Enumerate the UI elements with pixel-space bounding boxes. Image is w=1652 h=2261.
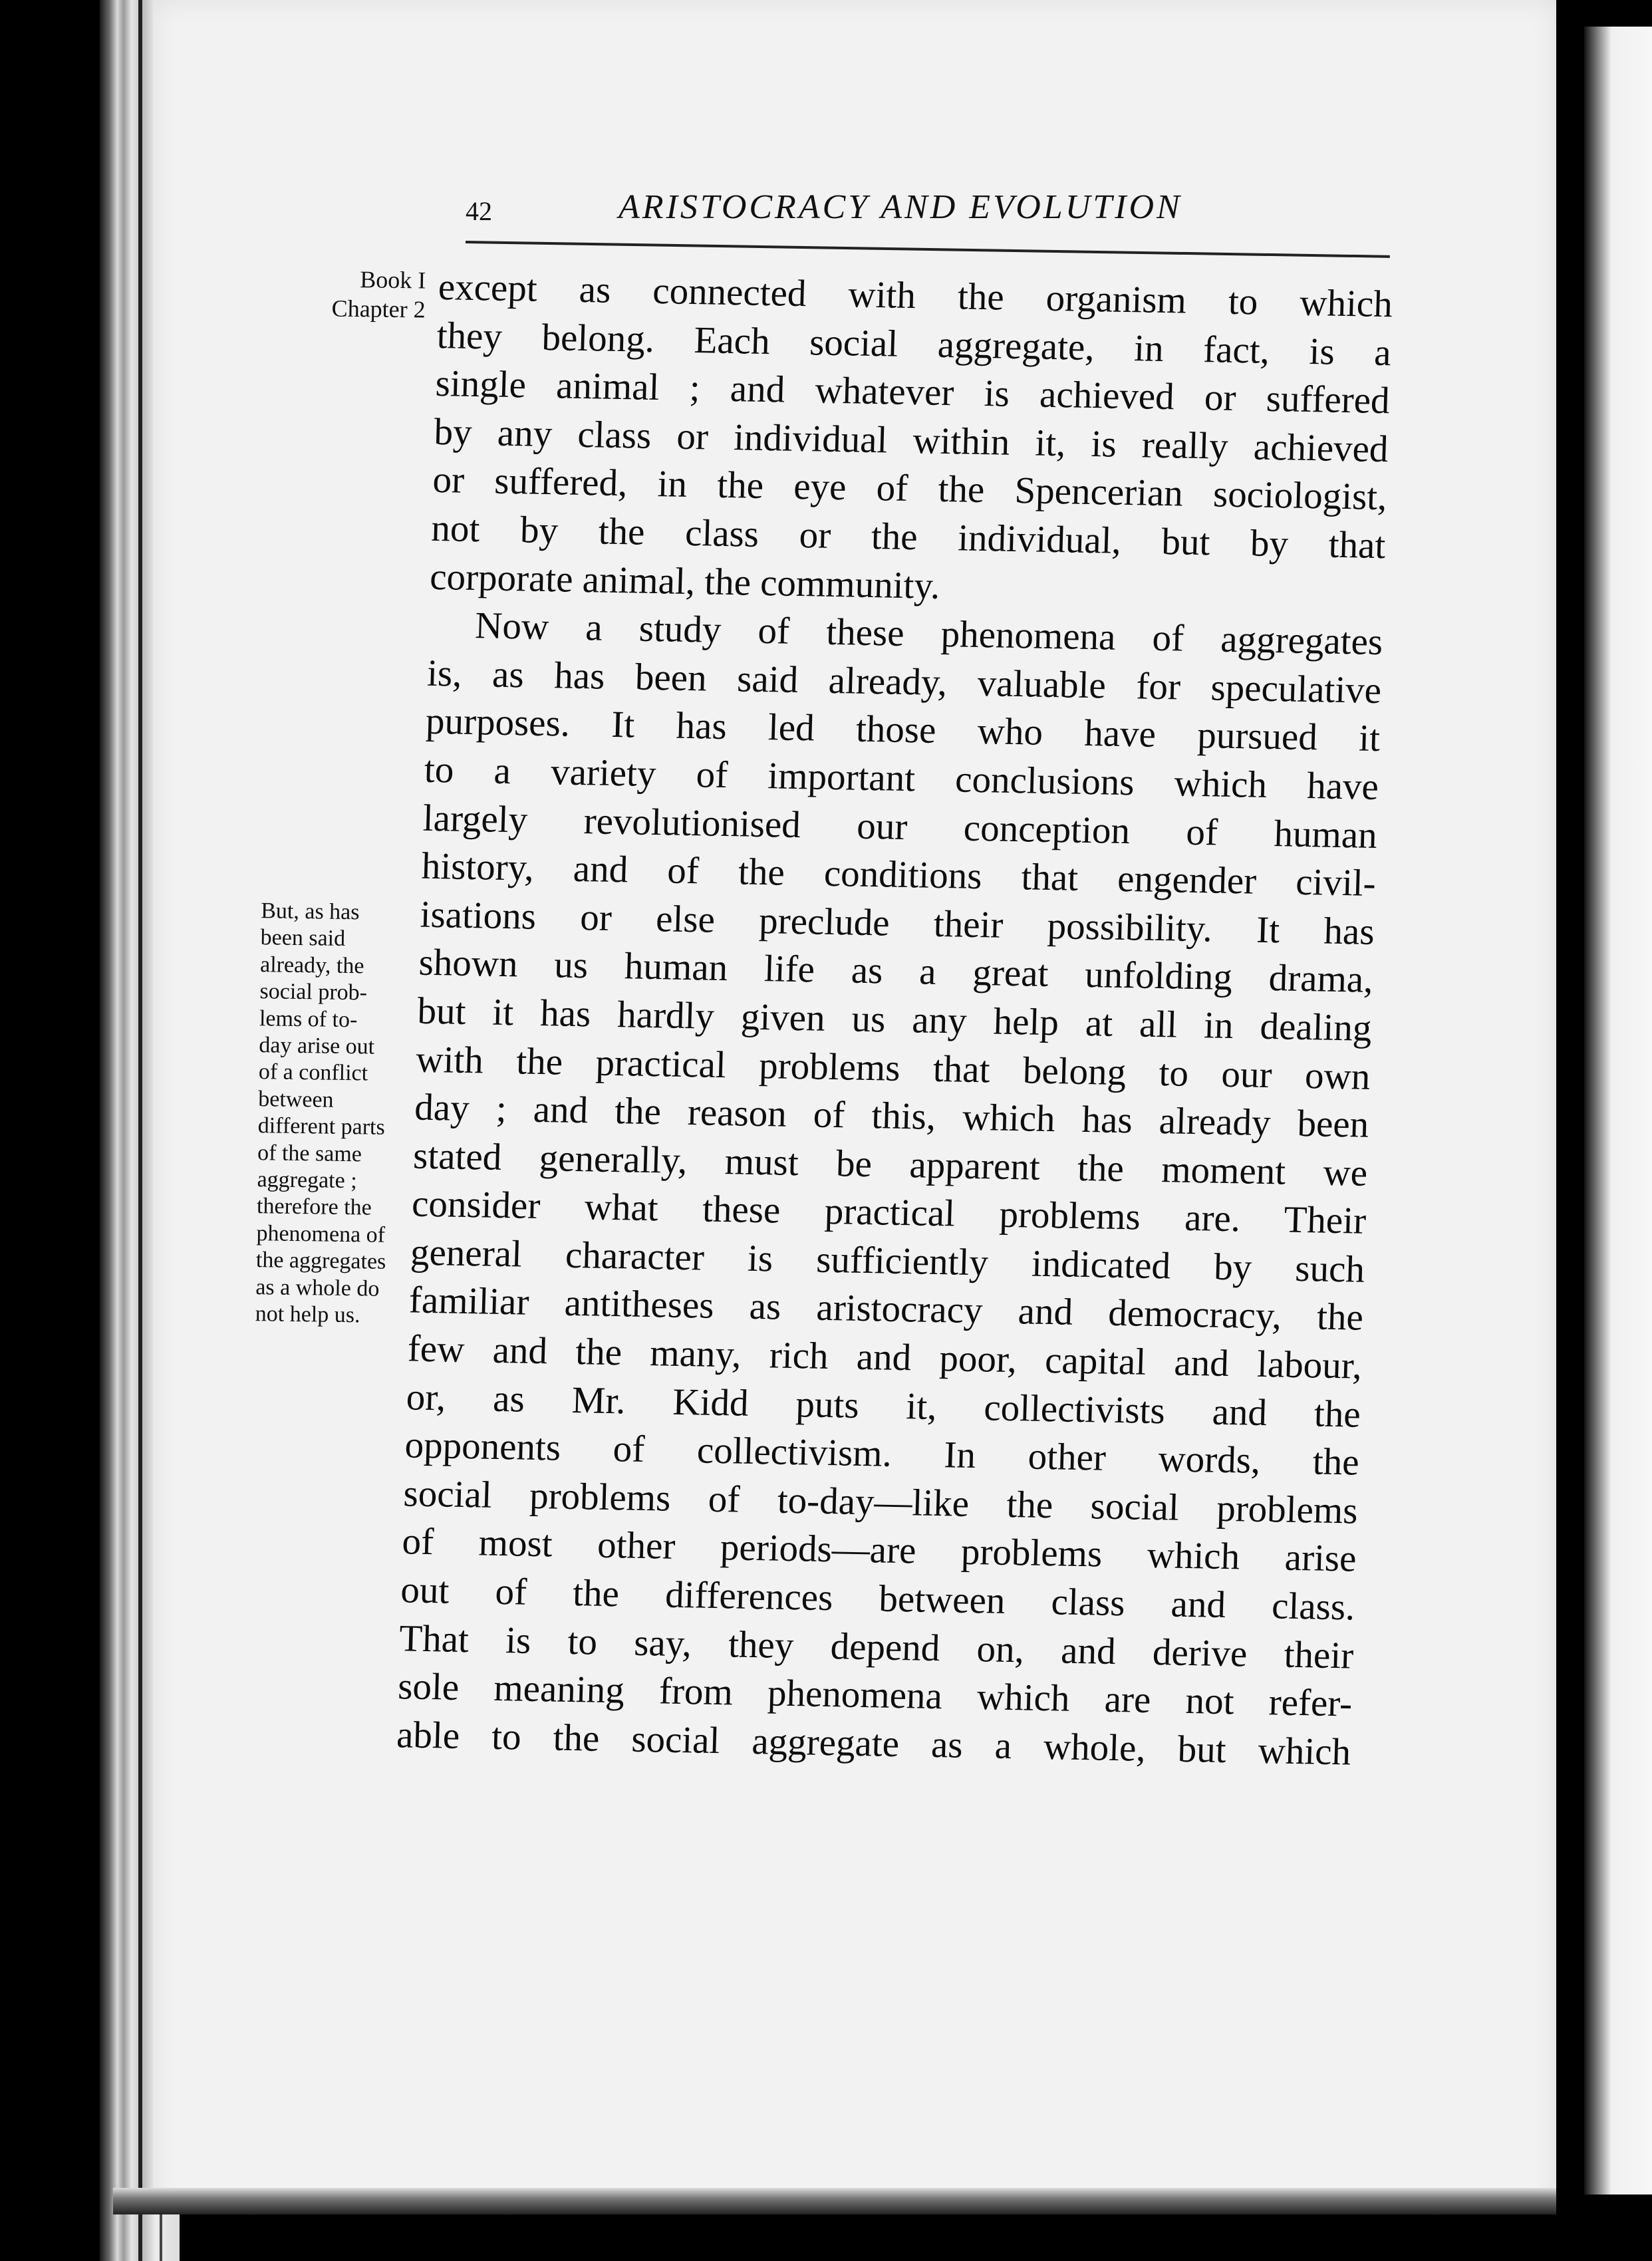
summary-line: of the same	[257, 1140, 362, 1166]
text-line: consider what these practical problems are. Their	[411, 1182, 1367, 1243]
text-line: except as connected with the organism to which	[438, 265, 1393, 326]
text-line: single animal ; and whatever is achieved or suffered	[434, 362, 1391, 422]
running-head	[466, 185, 1250, 238]
text-line: out of the differences between class and class.	[400, 1569, 1356, 1629]
book-chapter-note	[279, 263, 426, 324]
text-line: able to the social aggregate as a whole, but which	[396, 1714, 1351, 1774]
facing-page-edge	[1584, 27, 1652, 2194]
text-line: or suffered, in the eye of the Spencerian sociologist,	[432, 459, 1388, 519]
text-line: largely revolutionised our conception of human	[422, 797, 1378, 857]
text-line: familiar antitheses as aristocracy and democracy, the	[408, 1279, 1364, 1339]
text-line: not by the class or the individual, but by that	[430, 507, 1387, 567]
summary-line: therefore the	[256, 1194, 372, 1221]
summary-line: as a whole do	[255, 1274, 380, 1301]
summary-line: aggregate ;	[257, 1167, 357, 1194]
summary-line: between	[258, 1086, 334, 1113]
text-line: social problems of to-day—like the social problems	[402, 1472, 1359, 1532]
body-text	[396, 263, 1393, 1777]
summary-line: of a conflict	[258, 1059, 368, 1086]
summary-line: the aggregates	[255, 1248, 386, 1275]
text-line: isations or else preclude their possibility. It has	[419, 893, 1375, 953]
binding-line	[138, 0, 142, 2261]
text-line: sole meaning from phenomena which are not refer-	[397, 1665, 1353, 1725]
text-line: with the practical problems that belong to our own	[415, 1038, 1371, 1098]
text-line: but it has hardly given us any help at all in dealing	[416, 990, 1373, 1049]
text-line: or, as Mr. Kidd puts it, collectivists and the	[405, 1376, 1361, 1436]
text-line: That is to say, they depend on, and derive their	[398, 1617, 1355, 1677]
page-bottom-edge	[113, 2188, 1576, 2214]
text-line: history, and of the conditions that engender civil-	[420, 845, 1377, 905]
summary-line: not help us.	[255, 1301, 360, 1328]
summary-line: been said	[260, 925, 346, 952]
summary-line: social prob-	[259, 979, 368, 1005]
text-line: few and the many, rich and poor, capital and labour,	[407, 1327, 1363, 1387]
text-line: they belong. Each social aggregate, in fact, is a	[436, 314, 1392, 374]
page-number: 42	[466, 196, 492, 226]
running-title: ARISTOCRACY AND EVOLUTION	[619, 188, 1182, 226]
text-line: opponents of collectivism. In other words, the	[404, 1424, 1360, 1484]
summary-line: day arise out	[259, 1033, 375, 1059]
text-line: stated generally, must be apparent the moment we	[412, 1134, 1369, 1194]
summary-line: lems of to-	[259, 1005, 358, 1032]
text-line: purposes. It has led those who have pursued it	[425, 700, 1381, 760]
text-line: general character is sufficiently indicated by such	[410, 1231, 1365, 1291]
book-label: Book I	[360, 266, 426, 294]
text-line: of most other periods—are problems which arise	[401, 1520, 1357, 1581]
text-line: is, as has been said already, valuable for speculative	[426, 652, 1382, 712]
text-line: by any class or individual within it, is really achieved	[433, 410, 1389, 470]
text-line: shown us human life as a great unfolding drama,	[418, 941, 1374, 1001]
text-line: corporate animal, the community.	[429, 555, 941, 607]
text-line: Now a study of these phenomena of aggregates	[474, 604, 1384, 664]
text-line: to a variety of important conclusions which have	[424, 748, 1379, 808]
summary-line: already, the	[259, 952, 364, 979]
summary-line: different parts	[257, 1113, 386, 1140]
summary-line: phenomena of	[256, 1221, 386, 1248]
chapter-label: Chapter 2	[331, 295, 426, 323]
summary-line: But, as has	[260, 898, 360, 925]
text-line: day ; and the reason of this, which has already been	[414, 1086, 1370, 1146]
